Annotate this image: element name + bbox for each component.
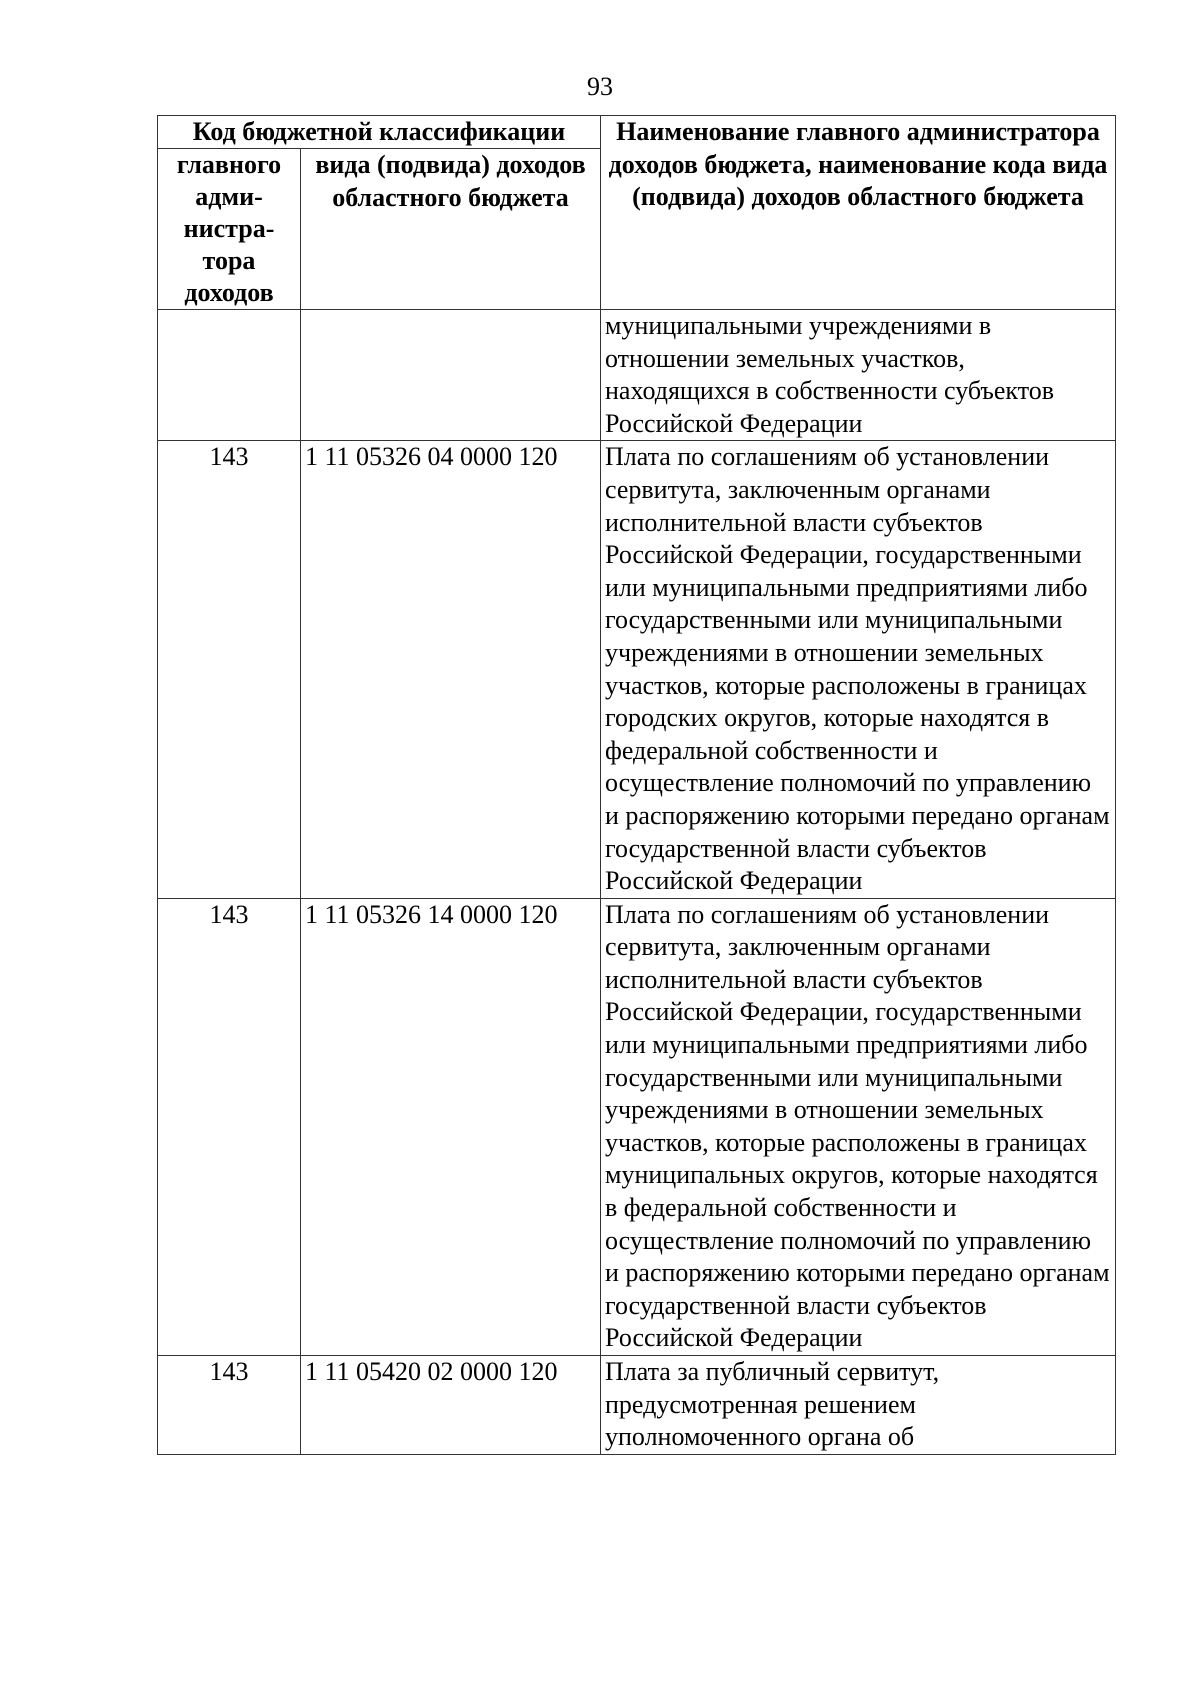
cell-revenue-name: Плата по соглашениям об установлении сервитута, заключенным органами исполнительной власти субъектов Российской Федерации, государственными или муниципальными предприятиями либо государственными или муниципальными учреждениями в отношении земельных участков, которые расположены в границах городских округов, которые находятся в федеральной собственности и осуществление полномочий по управлению и распоряжению которыми передано органам государственной власти субъектов Российской Федерации — [601, 441, 1116, 898]
table-row — [158, 898, 1116, 1355]
header-admin-column: главного адми- нистра- тора доходов — [158, 149, 301, 310]
header-kind-column: вида (подвида) доходов областного бюджета — [301, 149, 601, 310]
cell-revenue-code: 1 11 05326 14 0000 120 — [301, 898, 601, 1355]
header-name-column: Наименование главного администратора доходов бюджета, наименование кода вида (подвида) доходов областного бюджета — [601, 116, 1116, 310]
cell-revenue-name: Плата по соглашениям об установлении сервитута, заключенным органами исполнительной власти субъектов Российской Федерации, государственными или муниципальными предприятиями либо государственными или муниципальными учреждениями в отношении земельных участков, которые расположены в границах муниципальных округов, которые находятся в федеральной собственности и осуществление полномочий по управлению и распоряжению которыми передано органам государственной власти субъектов Российской Федерации — [601, 898, 1116, 1355]
cell-admin-code: 143 — [158, 441, 301, 898]
cell-admin-code — [158, 310, 301, 441]
page-number: 93 — [587, 72, 613, 101]
cell-revenue-name: муниципальными учреждениями в отношении земельных участков, находящихся в собственности субъектов Российской Федерации — [601, 310, 1116, 441]
table-header — [158, 116, 1116, 310]
cell-revenue-code — [301, 310, 601, 441]
cell-revenue-code: 1 11 05326 04 0000 120 — [301, 441, 601, 898]
table-row — [158, 1356, 1116, 1455]
table-row — [158, 441, 1116, 898]
cell-admin-code: 143 — [158, 898, 301, 1355]
cell-revenue-code: 1 11 05420 02 0000 120 — [301, 1356, 601, 1455]
table-row — [158, 310, 1116, 441]
table-body — [158, 310, 1116, 1455]
cell-revenue-name: Плата за публичный сервитут, предусмотренная решением уполномоченного органа об — [601, 1356, 1116, 1455]
header-budget-code-group: Код бюджетной классификации — [158, 116, 601, 149]
cell-admin-code: 143 — [158, 1356, 301, 1455]
budget-classification-table — [157, 115, 1116, 1455]
